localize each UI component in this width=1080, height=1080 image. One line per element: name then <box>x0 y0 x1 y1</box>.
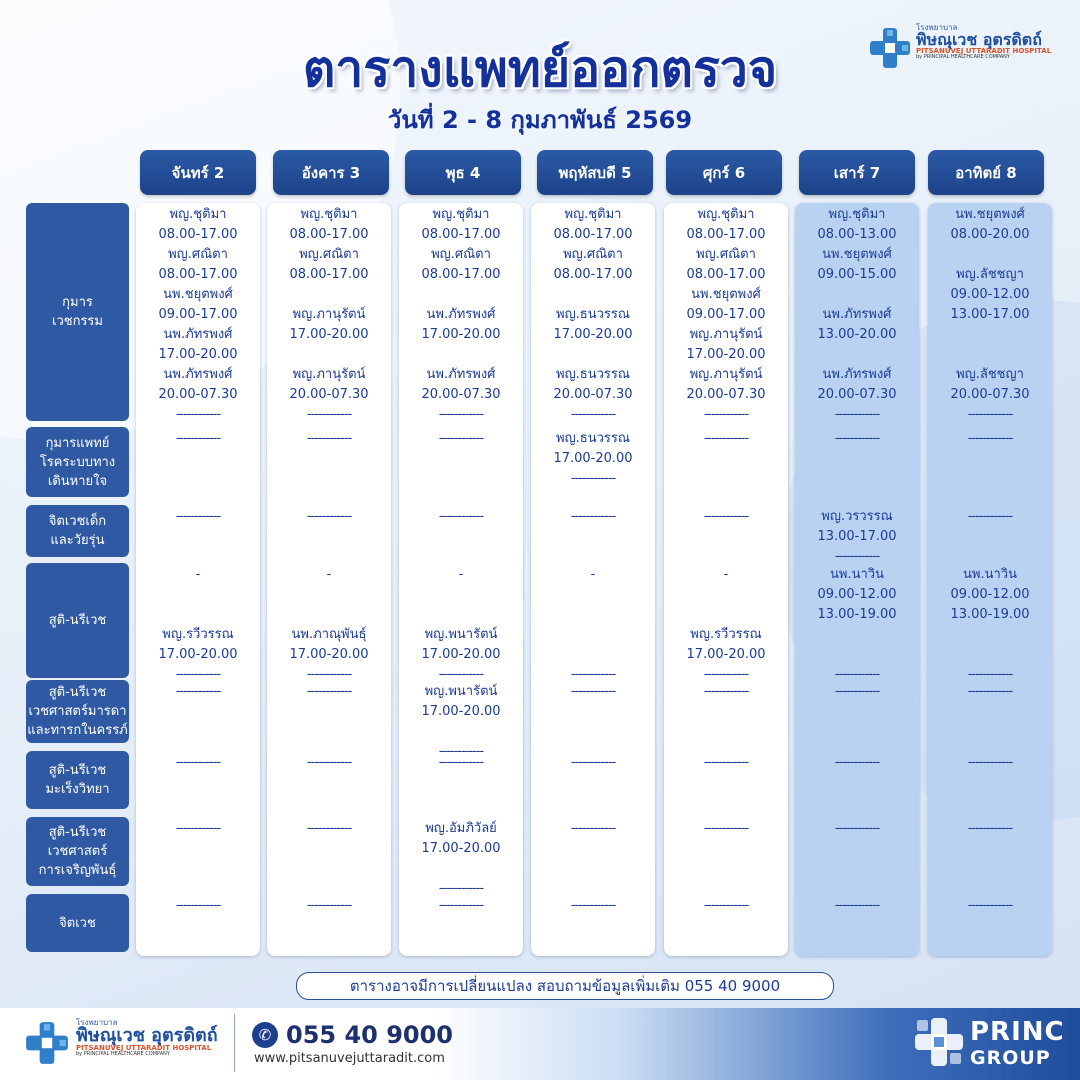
department-label-line: กุมาร <box>62 295 93 310</box>
separator-text: ------------ <box>967 667 1013 682</box>
footer-hospital-logo <box>24 1016 224 1070</box>
page-title: ตารางแพทย์ออกตรวจ <box>302 40 778 98</box>
schedule-entry: พญ.ศณิตา <box>168 247 228 262</box>
schedule-entry: พญ.พนารัตน์ <box>424 684 498 699</box>
department-label-line: กุมารแพทย์ <box>45 435 110 451</box>
schedule-entry: - <box>458 567 464 582</box>
schedule-entry: พญ.ลัชชญา <box>956 367 1024 382</box>
separator-text: ------------ <box>438 898 484 913</box>
department-label <box>26 563 129 678</box>
phone-icon: ✆ <box>252 1022 278 1048</box>
schedule-entry: 13.00-17.00 <box>817 529 897 544</box>
schedule-entry: 17.00-20.00 <box>158 347 238 362</box>
schedule-entry: นพ.ชยุตพงศ์ <box>822 247 892 262</box>
schedule-entry: 17.00-20.00 <box>421 841 501 856</box>
schedule-entry: - <box>195 567 201 582</box>
separator-text: ------------ <box>703 407 749 422</box>
schedule-entry: 20.00-07.30 <box>421 387 501 402</box>
schedule-entry: พญ.ชุติมา <box>169 207 227 222</box>
schedule-entry: พญ.ศณิตา <box>299 247 359 262</box>
day-header: เสาร์ 7 <box>799 150 915 195</box>
separator-text: ------------ <box>438 431 484 446</box>
schedule-entry: - <box>326 567 332 582</box>
schedule-entry: 08.00-17.00 <box>553 227 633 242</box>
schedule-entry: นพ.ภัทรพงศ์ <box>822 367 892 382</box>
department-label-line: เดินหายใจ <box>47 473 108 489</box>
schedule-entry: พญ.ลัชชญา <box>956 267 1024 282</box>
schedule-entry: นพ.ภัทรพงศ์ <box>822 307 892 322</box>
schedule-entry: พญ.วรวรรณ <box>821 509 893 524</box>
separator-text: ------------ <box>175 898 221 913</box>
schedule-entry: 13.00-20.00 <box>817 327 897 342</box>
schedule-entry: นพ.นาวิน <box>830 567 884 582</box>
separator-text: ------------ <box>703 755 749 770</box>
schedule-entry: 09.00-12.00 <box>817 587 897 602</box>
separator-text: ------------ <box>306 667 352 682</box>
hospital-logo <box>868 24 1068 72</box>
schedule-entry: พญ.ศณิตา <box>696 247 756 262</box>
separator-text: ------------ <box>967 821 1013 836</box>
schedule-entry: 20.00-07.30 <box>289 387 369 402</box>
separator-text: ------------ <box>306 407 352 422</box>
department-label <box>26 894 129 952</box>
schedule-entry: พญ.รวีวรรณ <box>690 627 762 642</box>
footer-phone <box>252 1020 453 1050</box>
schedule-entry: 08.00-17.00 <box>421 227 501 242</box>
schedule-entry: พญ.ภานุรัตน์ <box>689 327 763 342</box>
separator-text: ------------ <box>570 509 616 524</box>
separator-text: ------------ <box>703 509 749 524</box>
department-label-line: สูติ-นรีเวช <box>48 763 107 778</box>
schedule-entry: 17.00-20.00 <box>553 451 633 466</box>
department-label-line: สูติ-นรีเวช <box>48 685 107 700</box>
separator-text: ------------ <box>834 431 880 446</box>
schedule-entry: นพ.ภาณุพันธุ์ <box>291 627 367 642</box>
schedule-entry: นพ.ภัทรพงศ์ <box>163 327 233 342</box>
separator-text: ------------ <box>703 431 749 446</box>
schedule-entry: 08.00-17.00 <box>158 227 238 242</box>
separator-text: ------------ <box>306 431 352 446</box>
separator-text: ------------ <box>967 898 1013 913</box>
separator-text: ------------ <box>570 407 616 422</box>
princ-brand-line2: GROUP <box>970 1047 1051 1069</box>
separator-text: ------------ <box>438 509 484 524</box>
separator-text: ------------ <box>306 684 352 699</box>
separator-text: ------------ <box>967 431 1013 446</box>
department-label-line: เวชศาสตร์ <box>47 844 108 859</box>
separator-text: ------------ <box>834 549 880 564</box>
schedule-entry: พญ.ภานุรัตน์ <box>292 367 366 382</box>
department-label-line: สูติ-นรีเวช <box>48 613 107 628</box>
day-header: ศุกร์ 6 <box>666 150 782 195</box>
separator-text: ------------ <box>834 821 880 836</box>
department-label-line: การเจริญพันธุ์ <box>38 863 117 878</box>
schedule-entry: 17.00-20.00 <box>421 327 501 342</box>
schedule-entry: นพ.ภัทรพงศ์ <box>426 307 496 322</box>
department-label-line: และวัยรุ่น <box>50 533 105 548</box>
schedule-entry: พญ.อัมภิวัลย์ <box>425 821 497 836</box>
schedule-entry: 17.00-20.00 <box>686 347 766 362</box>
princ-brand-line1: PRINC <box>970 1017 1065 1047</box>
separator-text: ------------ <box>703 667 749 682</box>
day-header: อังคาร 3 <box>273 150 389 195</box>
schedule-entry: 08.00-20.00 <box>950 227 1030 242</box>
separator-text: ------------ <box>570 755 616 770</box>
schedule-entry: พญ.ชุติมา <box>432 207 490 222</box>
schedule-entry: พญ.ธนวรรณ <box>556 367 630 382</box>
schedule-entry: 17.00-20.00 <box>421 647 501 662</box>
schedule-entry: 09.00-12.00 <box>950 587 1030 602</box>
separator-text: ------------ <box>175 684 221 699</box>
schedule-entry: พญ.ภานุรัตน์ <box>689 367 763 382</box>
notice-banner: ตารางอาจมีการเปลี่ยนแปลง สอบถามข้อมูลเพิ่มเติม 055 40 9000 <box>296 972 834 1000</box>
separator-text: ------------ <box>834 898 880 913</box>
separator-text: ------------ <box>967 407 1013 422</box>
separator-text: ------------ <box>175 407 221 422</box>
schedule-entry: 20.00-07.30 <box>950 387 1030 402</box>
separator-text: ------------ <box>438 881 484 896</box>
separator-text: ------------ <box>438 407 484 422</box>
separator-text: ------------ <box>834 407 880 422</box>
schedule-entry: 17.00-20.00 <box>158 647 238 662</box>
department-label-line: โรคระบบทาง <box>39 454 116 470</box>
schedule-entry: 08.00-17.00 <box>421 267 501 282</box>
separator-text: ------------ <box>834 667 880 682</box>
separator-text: ------------ <box>967 755 1013 770</box>
separator-text: ------------ <box>438 755 484 770</box>
princ-group-logo-icon <box>912 1015 966 1069</box>
schedule-entry: พญ.ชุติมา <box>828 207 886 222</box>
separator-text: ------------ <box>175 667 221 682</box>
logo-line3: PITSANUVEJ UTTARADIT HOSPITAL <box>916 47 1052 55</box>
schedule-entry: 17.00-20.00 <box>553 327 633 342</box>
schedule-entry: 08.00-17.00 <box>289 227 369 242</box>
separator-text: ------------ <box>703 684 749 699</box>
schedule-entry: พญ.ธนวรรณ <box>556 431 630 446</box>
day-header: อาทิตย์ 8 <box>928 150 1044 195</box>
schedule-entry: 09.00-17.00 <box>686 307 766 322</box>
schedule-entry: พญ.ธนวรรณ <box>556 307 630 322</box>
schedule-entry: 08.00-17.00 <box>158 267 238 282</box>
schedule-entry: 08.00-17.00 <box>686 267 766 282</box>
schedule-entry: พญ.ภานุรัตน์ <box>292 307 366 322</box>
logo-line4: by PRINCIPAL HEALTHCARE COMPANY <box>916 54 1010 60</box>
schedule-entry: 08.00-17.00 <box>289 267 369 282</box>
princ-group-logo <box>912 1013 1065 1073</box>
separator-text: ------------ <box>570 821 616 836</box>
schedule-entry: 17.00-20.00 <box>289 327 369 342</box>
day-header: พฤหัสบดี 5 <box>537 150 653 195</box>
department-label <box>26 817 129 886</box>
logo-line1: โรงพยาบาล <box>76 1018 118 1027</box>
separator-text: ------------ <box>175 431 221 446</box>
footer-phone-number: 055 40 9000 <box>286 1021 454 1049</box>
separator-text: ------------ <box>570 667 616 682</box>
separator-text: ------------ <box>703 898 749 913</box>
schedule-entry: 20.00-07.30 <box>553 387 633 402</box>
schedule-entry: - <box>723 567 729 582</box>
schedule-entry: 13.00-17.00 <box>950 307 1030 322</box>
separator-text: ------------ <box>570 898 616 913</box>
department-label-line: มะเร็งวิทยา <box>45 782 110 797</box>
schedule-entry: พญ.ชุติมา <box>564 207 622 222</box>
schedule-entry: 09.00-15.00 <box>817 267 897 282</box>
separator-text: ------------ <box>967 509 1013 524</box>
department-label-line: จิตเวชเด็ก <box>48 514 107 529</box>
schedule-entry: 20.00-07.30 <box>686 387 766 402</box>
department-label-line: สูติ-นรีเวช <box>48 825 107 840</box>
separator-text: ------------ <box>306 898 352 913</box>
separator-text: ------------ <box>175 755 221 770</box>
schedule-entry: 08.00-13.00 <box>817 227 897 242</box>
separator-text: ------------ <box>175 821 221 836</box>
schedule-entry: นพ.ภัทรพงศ์ <box>426 367 496 382</box>
schedule-entry: 17.00-20.00 <box>421 704 501 719</box>
footer-divider <box>234 1014 235 1072</box>
department-label-line: เวชศาสตร์มารดา <box>28 704 127 719</box>
department-label <box>26 427 129 497</box>
schedule-entry: 09.00-12.00 <box>950 287 1030 302</box>
separator-text: ------------ <box>570 471 616 486</box>
separator-text: ------------ <box>306 509 352 524</box>
schedule-entry: 20.00-07.30 <box>817 387 897 402</box>
separator-text: ------------ <box>306 821 352 836</box>
schedule-entry: นพ.ภัทรพงศ์ <box>163 367 233 382</box>
department-label <box>26 505 129 557</box>
separator-text: ------------ <box>438 667 484 682</box>
logo-line4: by PRINCIPAL HEALTHCARE COMPANY <box>76 1051 170 1057</box>
logo-line2: พิษณุเวช อุตรดิตถ์ <box>916 30 1042 49</box>
schedule-entry: 17.00-20.00 <box>289 647 369 662</box>
department-label <box>26 680 129 743</box>
separator-text: ------------ <box>834 684 880 699</box>
schedule-entry: 08.00-17.00 <box>686 227 766 242</box>
schedule-entry: พญ.รวีวรรณ <box>162 627 234 642</box>
separator-text: ------------ <box>306 755 352 770</box>
logo-line1: โรงพยาบาล <box>916 23 958 32</box>
department-label-line: และทารกในครรภ์ <box>27 723 128 738</box>
schedule-entry: 08.00-17.00 <box>553 267 633 282</box>
page-subtitle: วันที่ 2 - 8 กุมภาพันธ์ 2569 <box>387 106 693 134</box>
separator-text: ------------ <box>834 755 880 770</box>
department-label-line: เวชกรรม <box>52 314 103 329</box>
schedule-entry: พญ.ศณิตา <box>431 247 491 262</box>
schedule-entry: 13.00-19.00 <box>950 607 1030 622</box>
day-header: พุธ 4 <box>405 150 521 195</box>
department-label <box>26 751 129 809</box>
schedule-entry: พญ.ชุติมา <box>300 207 358 222</box>
schedule-entry: พญ.ศณิตา <box>563 247 623 262</box>
department-label <box>26 203 129 421</box>
schedule-entry: นพ.ชยุตพงศ์ <box>163 287 233 302</box>
schedule-entry: 13.00-19.00 <box>817 607 897 622</box>
logo-line3: PITSANUVEJ UTTARADIT HOSPITAL <box>76 1044 212 1052</box>
separator-text: ------------ <box>570 684 616 699</box>
separator-text: ------------ <box>175 509 221 524</box>
schedule-entry: นพ.ชยุตพงศ์ <box>955 207 1025 222</box>
separator-text: ------------ <box>438 744 484 759</box>
logo-line2: พิษณุเวช อุตรดิตถ์ <box>76 1025 218 1046</box>
separator-text: ------------ <box>703 821 749 836</box>
schedule-entry: - <box>590 567 596 582</box>
schedule-entry: นพ.นาวิน <box>963 567 1017 582</box>
schedule-entry: 20.00-07.30 <box>158 387 238 402</box>
schedule-entry: พญ.ชุติมา <box>697 207 755 222</box>
schedule-entry: 09.00-17.00 <box>158 307 238 322</box>
footer-website: www.pitsanuvejuttaradit.com <box>254 1051 445 1066</box>
medical-cross-logo-icon <box>868 26 912 70</box>
medical-cross-logo-icon <box>24 1020 70 1066</box>
schedule-entry: พญ.พนารัตน์ <box>424 627 498 642</box>
department-label-line: จิตเวช <box>59 915 96 931</box>
day-header: จันทร์ 2 <box>140 150 256 195</box>
separator-text: ------------ <box>967 684 1013 699</box>
schedule-entry: นพ.ชยุตพงศ์ <box>691 287 761 302</box>
schedule-entry: 17.00-20.00 <box>686 647 766 662</box>
